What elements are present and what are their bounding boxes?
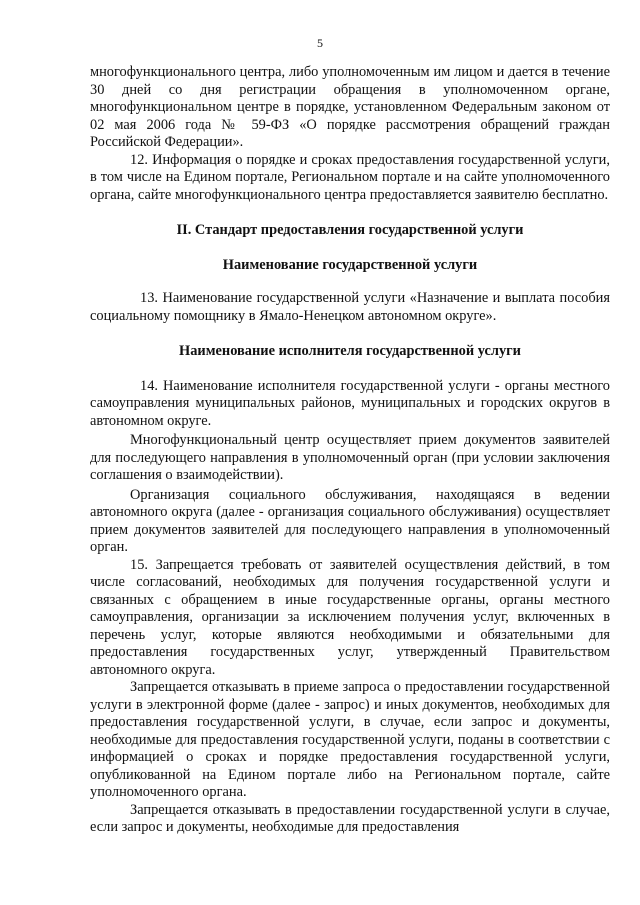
subheading-executor: Наименование исполнителя государственной услуги (179, 343, 521, 359)
paragraph-15-refuse-accept: Запрещается отказывать в приеме запроса о предоставлении государственной услуги в электронной форме (далее - запрос) и иных документов, необходимых для предоставления государственной услуги, в случае, если запрос и документы, необходимые для предоставления государственной услуги, поданы в соответствии с информацией о сроках и порядке предоставления государственной услуги, опубликованной на Едином портале либо на Региональном портале, сайте уполномоченного органа. (90, 679, 610, 800)
paragraph-15-refuse-provide: Запрещается отказывать в предоставлении государственной услуги в случае, если запрос и документы, необходимые для предоставления (90, 801, 610, 835)
paragraph-14-social-org: Организация социального обслуживания, находящаяся в ведении автономного округа (далее - организация социального обслуживания) осуществляет прием документов заявителей для последующего направления в уполномоченный орган. (90, 486, 610, 555)
subheading-service-name: Наименование государственной услуги (222, 256, 478, 273)
paragraph-14: 14. Наименование исполнителя государственной услуги - органы местного самоуправления муниципальных районов, муниципальных и городских округов в автономном округе. (90, 377, 610, 429)
paragraph-continuation: многофункционального центра, либо уполномоченным им лицом и дается в течение 30 дней со дня регистрации обращения в уполномоченном органе, многофункциональном центре в порядке, установленном Федеральным законом от 02 мая 2006 года № 59-ФЗ «О порядке рассмотрения обращений граждан Российской Федерации». (90, 64, 610, 150)
page-number: 5 (317, 36, 323, 50)
document-body (90, 64, 610, 837)
paragraph-12: 12. Информация о порядке и сроках предоставления государственной услуги, в том числе на Едином портале, Региональном портале и на сайте уполномоченного органа, сайте многофункционального центра предоставляется заявителю бесплатно. (90, 151, 610, 203)
section-heading: II. Стандарт предоставления государственной услуги (176, 222, 524, 238)
paragraph-15: 15. Запрещается требовать от заявителей осуществления действий, в том числе согласований, необходимых для получения государственной услуги и связанных с обращением в иные государственные органы, органы местного самоуправления, организации за исключением получения услуг, включенных в перечень услуг, которые являются необходимыми и обязательными для предоставления государственных услуг, утвержденный Правительством автономного округа. (90, 556, 610, 678)
paragraph-14-mfc: Многофункциональный центр осуществляет прием документов заявителей для последующего направления в уполномоченный орган (при условии заключения соглашения о взаимодействии). (90, 432, 610, 483)
paragraph-13: 13. Наименование государственной услуги «Назначение и выплата пособия социальному помощнику в Ямало-Ненецком автономном округе». (90, 290, 610, 324)
